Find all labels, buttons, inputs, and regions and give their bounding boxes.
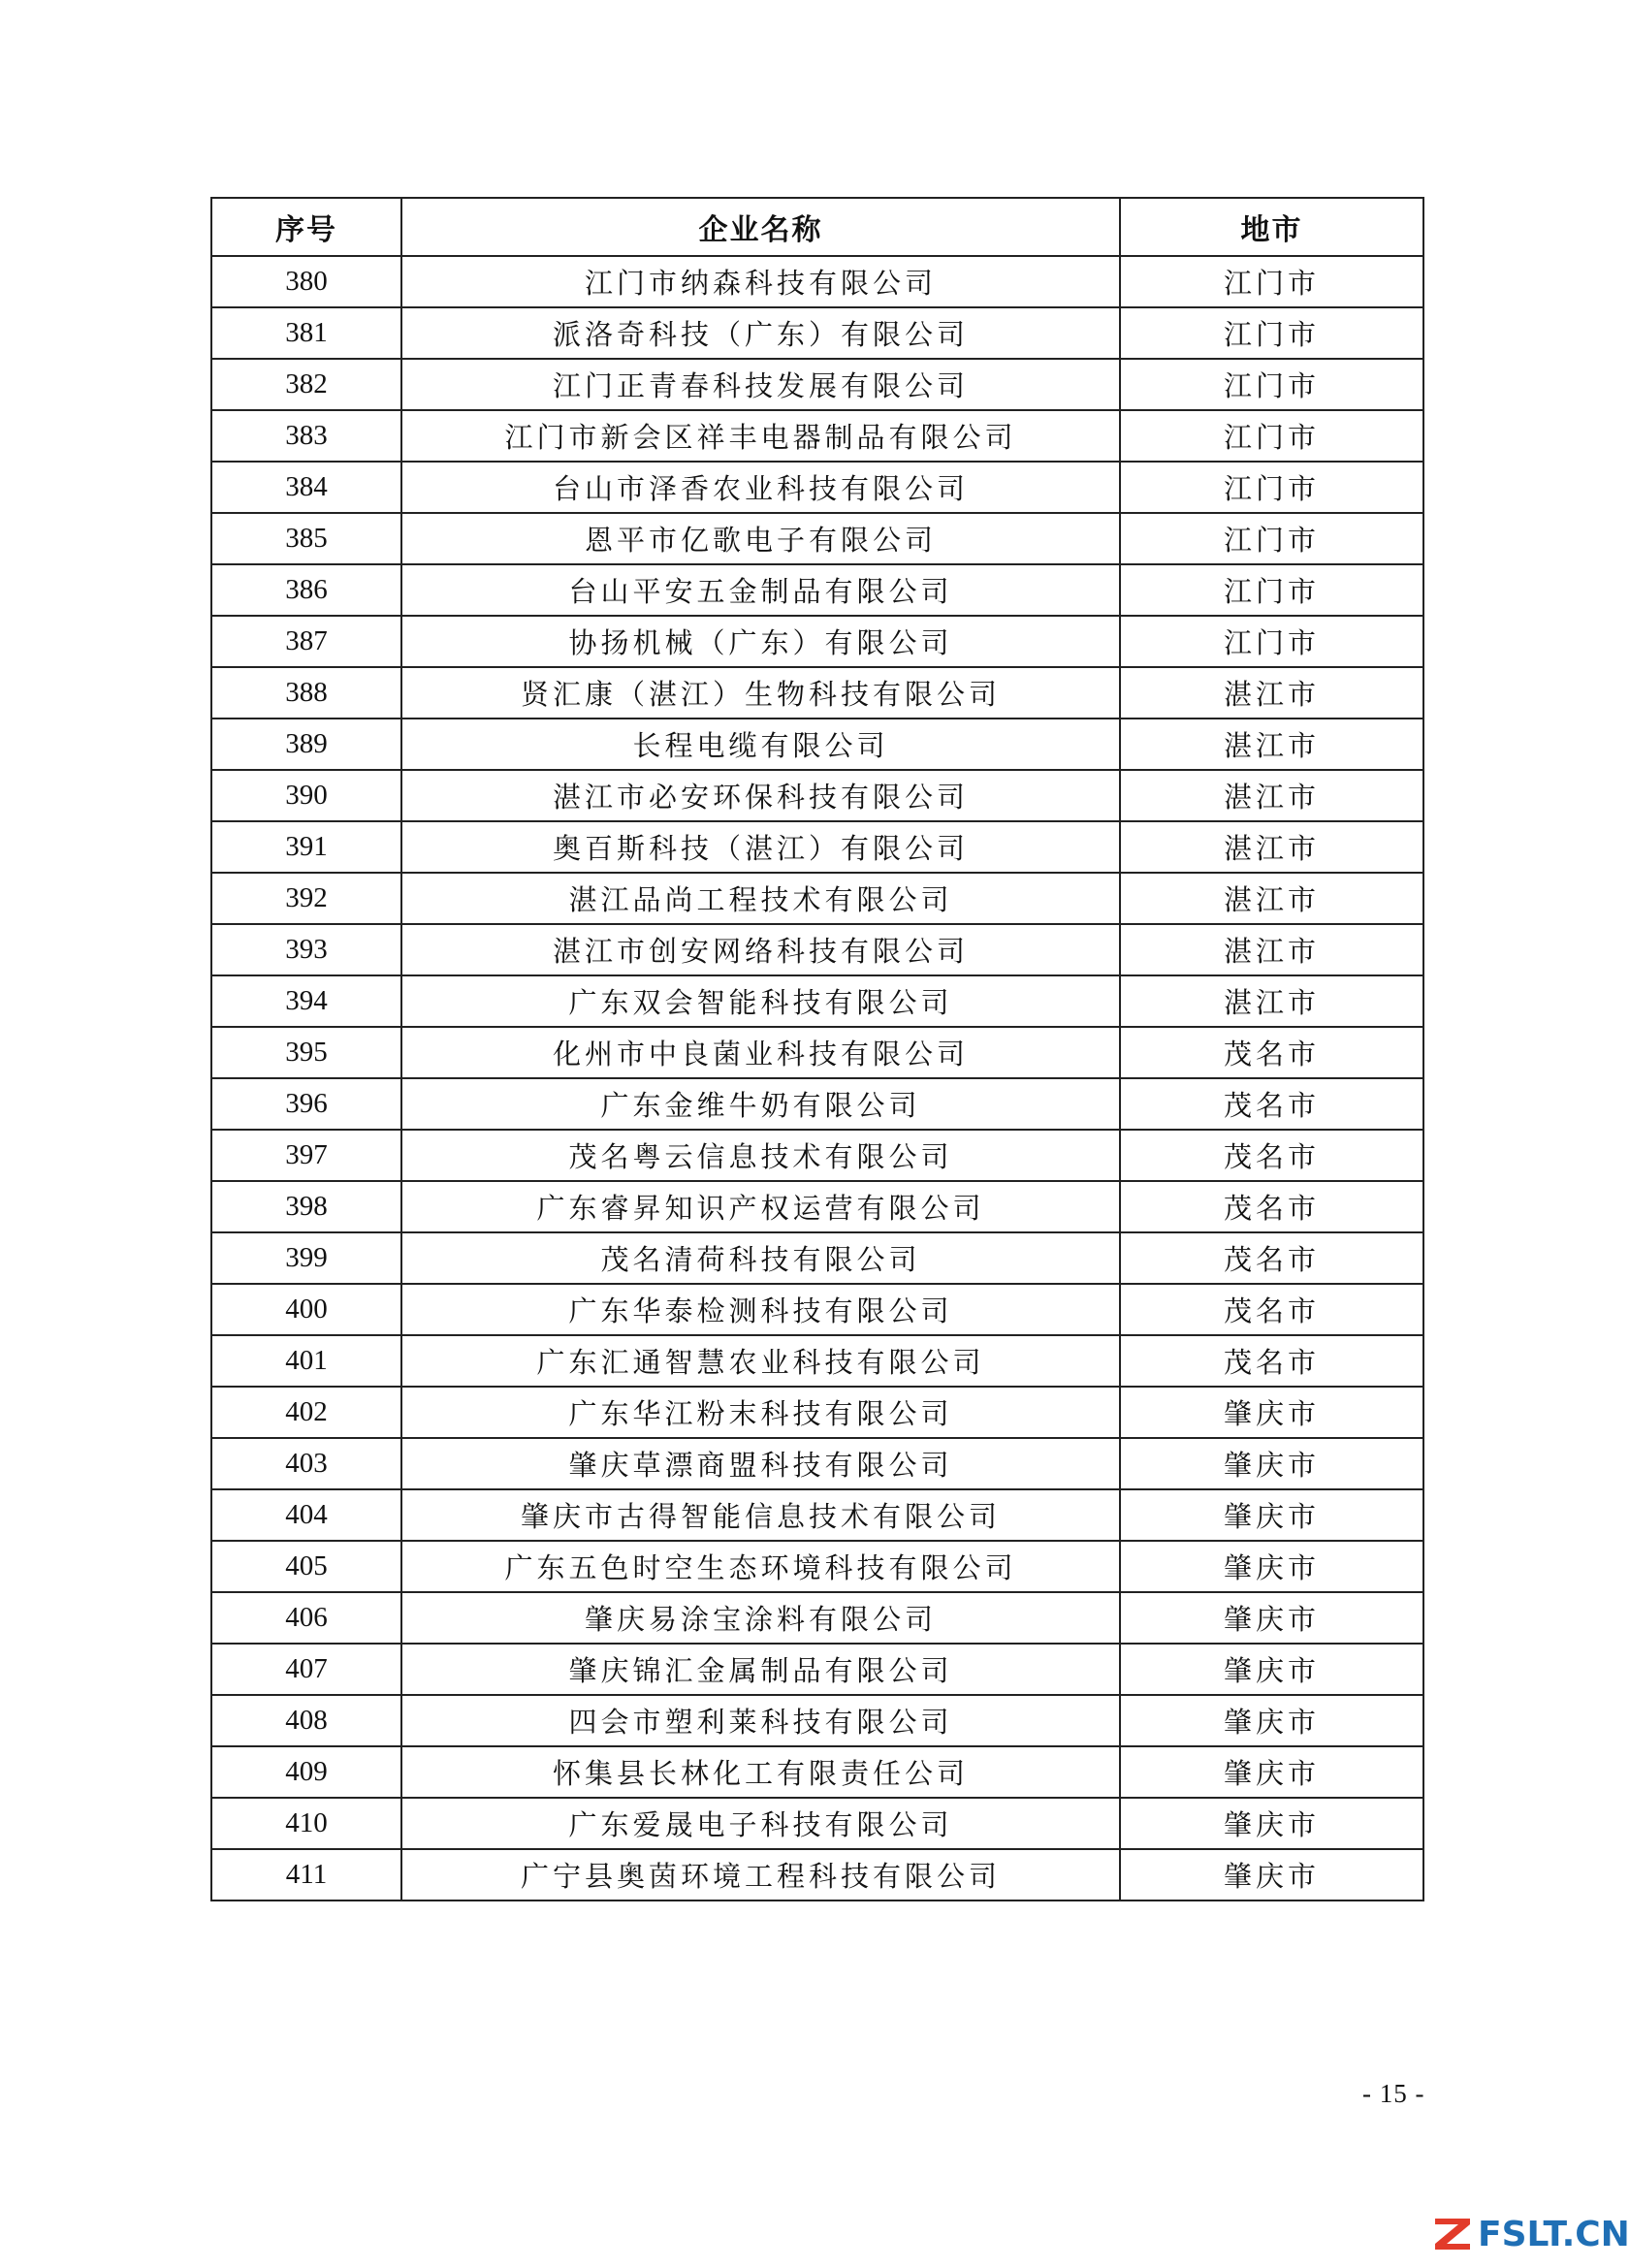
row-serial-number: 382: [211, 359, 401, 410]
row-serial-number: 384: [211, 462, 401, 513]
row-serial-number: 406: [211, 1592, 401, 1644]
table-row: [211, 770, 1423, 821]
row-city: 江门市: [1120, 616, 1423, 667]
table-row: [211, 1541, 1423, 1592]
row-serial-number: 401: [211, 1335, 401, 1387]
row-serial-number: 387: [211, 616, 401, 667]
row-enterprise-name: 广东睿昇知识产权运营有限公司: [401, 1181, 1120, 1232]
row-enterprise-name: 江门市新会区祥丰电器制品有限公司: [401, 410, 1120, 462]
row-serial-number: 394: [211, 975, 401, 1027]
row-city: 肇庆市: [1120, 1644, 1423, 1695]
row-enterprise-name: 广东五色时空生态环境科技有限公司: [401, 1541, 1120, 1592]
row-enterprise-name: 台山平安五金制品有限公司: [401, 564, 1120, 616]
zf-logo-icon: [1431, 2215, 1476, 2253]
row-enterprise-name: 湛江品尚工程技术有限公司: [401, 873, 1120, 924]
row-enterprise-name: 协扬机械（广东）有限公司: [401, 616, 1120, 667]
table-row: [211, 1078, 1423, 1130]
row-serial-number: 392: [211, 873, 401, 924]
table-row: [211, 1027, 1423, 1078]
row-enterprise-name: 台山市泽香农业科技有限公司: [401, 462, 1120, 513]
row-serial-number: 393: [211, 924, 401, 975]
row-enterprise-name: 广东华江粉末科技有限公司: [401, 1387, 1120, 1438]
table-row: [211, 1130, 1423, 1181]
table-row: [211, 616, 1423, 667]
row-enterprise-name: 广东爱晟电子科技有限公司: [401, 1798, 1120, 1849]
row-enterprise-name: 贤汇康（湛江）生物科技有限公司: [401, 667, 1120, 719]
row-city: 茂名市: [1120, 1232, 1423, 1284]
row-city: 湛江市: [1120, 667, 1423, 719]
row-enterprise-name: 茂名粤云信息技术有限公司: [401, 1130, 1120, 1181]
table-row: [211, 1284, 1423, 1335]
row-city: 茂名市: [1120, 1130, 1423, 1181]
row-serial-number: 389: [211, 719, 401, 770]
table-row: [211, 924, 1423, 975]
row-enterprise-name: 四会市塑利莱科技有限公司: [401, 1695, 1120, 1746]
row-enterprise-name: 广东汇通智慧农业科技有限公司: [401, 1335, 1120, 1387]
table-row: [211, 821, 1423, 873]
table-row: [211, 1746, 1423, 1798]
row-city: 肇庆市: [1120, 1541, 1423, 1592]
row-serial-number: 383: [211, 410, 401, 462]
row-enterprise-name: 广东华泰检测科技有限公司: [401, 1284, 1120, 1335]
row-serial-number: 388: [211, 667, 401, 719]
row-enterprise-name: 江门正青春科技发展有限公司: [401, 359, 1120, 410]
row-enterprise-name: 肇庆市古得智能信息技术有限公司: [401, 1489, 1120, 1541]
row-city: 茂名市: [1120, 1078, 1423, 1130]
table-row: [211, 564, 1423, 616]
row-enterprise-name: 化州市中良菌业科技有限公司: [401, 1027, 1120, 1078]
row-serial-number: 402: [211, 1387, 401, 1438]
row-serial-number: 380: [211, 256, 401, 307]
row-city: 肇庆市: [1120, 1695, 1423, 1746]
table-row: [211, 359, 1423, 410]
row-serial-number: 403: [211, 1438, 401, 1489]
row-serial-number: 408: [211, 1695, 401, 1746]
row-city: 肇庆市: [1120, 1746, 1423, 1798]
row-city: 江门市: [1120, 462, 1423, 513]
row-serial-number: 390: [211, 770, 401, 821]
table-row: [211, 307, 1423, 359]
row-enterprise-name: 江门市纳森科技有限公司: [401, 256, 1120, 307]
site-watermark: [1431, 2213, 1630, 2255]
table-row: [211, 873, 1423, 924]
row-city: 茂名市: [1120, 1284, 1423, 1335]
table-row: [211, 975, 1423, 1027]
row-serial-number: 407: [211, 1644, 401, 1695]
row-enterprise-name: 茂名清荷科技有限公司: [401, 1232, 1120, 1284]
row-city: 江门市: [1120, 359, 1423, 410]
row-city: 江门市: [1120, 256, 1423, 307]
row-serial-number: 411: [211, 1849, 401, 1901]
row-enterprise-name: 恩平市亿歌电子有限公司: [401, 513, 1120, 564]
row-serial-number: 385: [211, 513, 401, 564]
row-enterprise-name: 湛江市创安网络科技有限公司: [401, 924, 1120, 975]
row-city: 茂名市: [1120, 1181, 1423, 1232]
table-row: [211, 462, 1423, 513]
page-number: - 15 -: [1362, 2079, 1425, 2108]
row-enterprise-name: 湛江市必安环保科技有限公司: [401, 770, 1120, 821]
row-serial-number: 399: [211, 1232, 401, 1284]
row-serial-number: 395: [211, 1027, 401, 1078]
row-enterprise-name: 肇庆草漂商盟科技有限公司: [401, 1438, 1120, 1489]
table-row: [211, 1798, 1423, 1849]
table-row: [211, 719, 1423, 770]
row-enterprise-name: 广东金维牛奶有限公司: [401, 1078, 1120, 1130]
row-city: 肇庆市: [1120, 1592, 1423, 1644]
table-row: [211, 667, 1423, 719]
row-enterprise-name: 肇庆锦汇金属制品有限公司: [401, 1644, 1120, 1695]
row-city: 湛江市: [1120, 873, 1423, 924]
table-body: [211, 256, 1423, 1901]
row-enterprise-name: 奥百斯科技（湛江）有限公司: [401, 821, 1120, 873]
row-city: 江门市: [1120, 564, 1423, 616]
row-city: 江门市: [1120, 410, 1423, 462]
table-row: [211, 1232, 1423, 1284]
header-enterprise-name: 企业名称: [401, 198, 1120, 256]
table-row: [211, 513, 1423, 564]
row-serial-number: 405: [211, 1541, 401, 1592]
row-serial-number: 404: [211, 1489, 401, 1541]
table-row: [211, 1438, 1423, 1489]
row-city: 湛江市: [1120, 719, 1423, 770]
row-city: 湛江市: [1120, 821, 1423, 873]
row-city: 湛江市: [1120, 975, 1423, 1027]
table-row: [211, 256, 1423, 307]
row-city: 肇庆市: [1120, 1849, 1423, 1901]
row-serial-number: 409: [211, 1746, 401, 1798]
table-row: [211, 410, 1423, 462]
row-city: 湛江市: [1120, 924, 1423, 975]
table-row: [211, 1335, 1423, 1387]
row-serial-number: 400: [211, 1284, 401, 1335]
row-enterprise-name: 怀集县长林化工有限责任公司: [401, 1746, 1120, 1798]
row-serial-number: 398: [211, 1181, 401, 1232]
header-city: 地市: [1120, 198, 1423, 256]
row-serial-number: 397: [211, 1130, 401, 1181]
row-enterprise-name: 广宁县奥茵环境工程科技有限公司: [401, 1849, 1120, 1901]
row-city: 肇庆市: [1120, 1798, 1423, 1849]
row-enterprise-name: 广东双会智能科技有限公司: [401, 975, 1120, 1027]
row-city: 肇庆市: [1120, 1489, 1423, 1541]
row-serial-number: 396: [211, 1078, 401, 1130]
table-row: [211, 1489, 1423, 1541]
row-serial-number: 391: [211, 821, 401, 873]
row-serial-number: 386: [211, 564, 401, 616]
table-row: [211, 1387, 1423, 1438]
table-row: [211, 1849, 1423, 1901]
row-city: 茂名市: [1120, 1027, 1423, 1078]
table-header-row: [211, 198, 1423, 256]
row-city: 茂名市: [1120, 1335, 1423, 1387]
row-city: 肇庆市: [1120, 1438, 1423, 1489]
enterprise-table: [210, 197, 1424, 1901]
row-serial-number: 381: [211, 307, 401, 359]
header-serial-number: 序号: [211, 198, 401, 256]
table-row: [211, 1695, 1423, 1746]
table-row: [211, 1592, 1423, 1644]
row-city: 江门市: [1120, 513, 1423, 564]
table-row: [211, 1181, 1423, 1232]
row-enterprise-name: 派洛奇科技（广东）有限公司: [401, 307, 1120, 359]
row-enterprise-name: 长程电缆有限公司: [401, 719, 1120, 770]
row-city: 江门市: [1120, 307, 1423, 359]
row-serial-number: 410: [211, 1798, 401, 1849]
watermark-text: FSLT.CN: [1478, 2214, 1630, 2254]
row-enterprise-name: 肇庆易涂宝涂料有限公司: [401, 1592, 1120, 1644]
row-city: 肇庆市: [1120, 1387, 1423, 1438]
row-city: 湛江市: [1120, 770, 1423, 821]
table-row: [211, 1644, 1423, 1695]
